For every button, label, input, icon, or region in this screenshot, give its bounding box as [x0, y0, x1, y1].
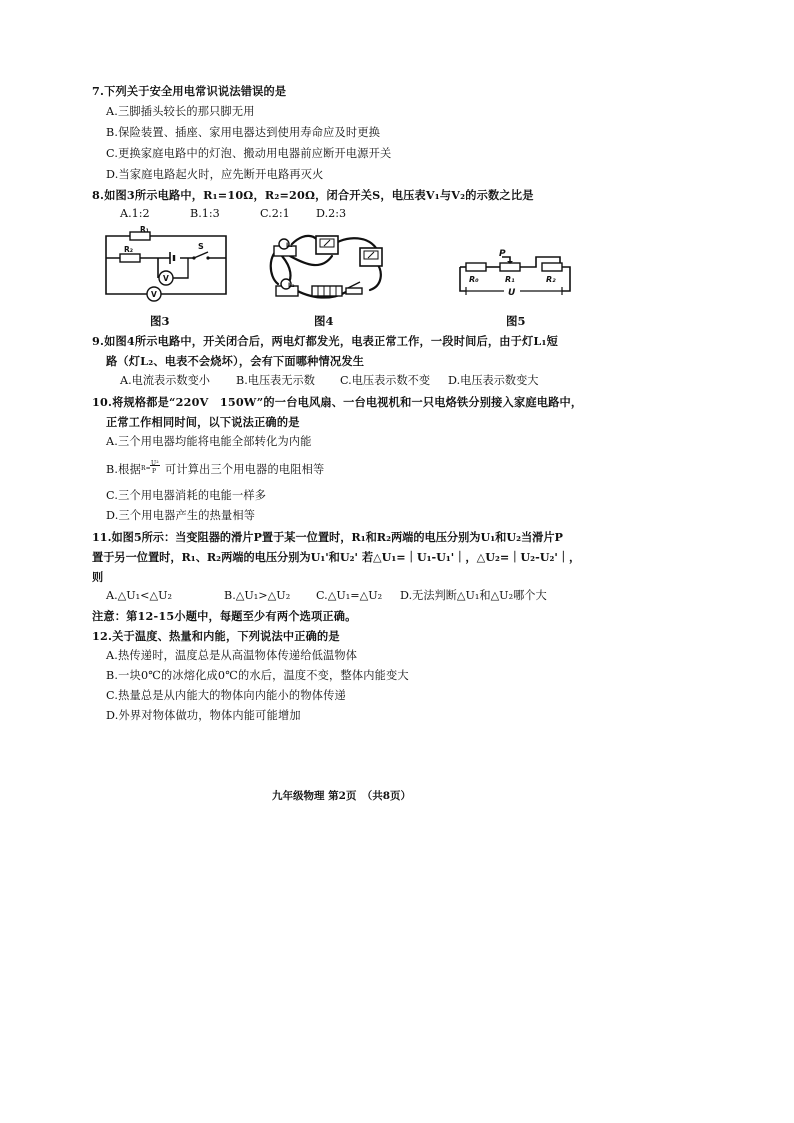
- fig3-label-v1: V: [151, 290, 157, 299]
- q7-option-d: D.当家庭电路起火时，应先断开电路再灭火: [106, 168, 324, 181]
- q10-option-b-suffix: 可计算出三个用电器的电阻相等: [164, 463, 325, 476]
- note-multi-answer: 注意：第12-15小题中，每题至少有两个选项正确。: [92, 609, 357, 623]
- lamp-l1-icon: [274, 239, 296, 256]
- figure-5-caption: 图5: [506, 314, 526, 328]
- resistor-r2: [542, 263, 562, 271]
- fig5-label-p: P: [499, 249, 506, 259]
- q10-stem-line2: 正常工作相同时间，以下说法正确的是: [106, 415, 300, 429]
- q9-options: [120, 373, 560, 389]
- figure-4-circuit: [262, 226, 392, 306]
- resistor-r2: [120, 254, 140, 262]
- q9-option-d: D.电压表示数变大: [448, 374, 539, 387]
- q10-option-b-prefix: B.根据: [106, 463, 141, 476]
- q10-option-d: D.三个用电器产生的热量相等: [106, 509, 256, 522]
- figure-3-circuit: [98, 222, 238, 304]
- q12-option-a: A.热传递时，温度总是从高温物体传递给低温物体: [106, 649, 358, 662]
- q11-stem-line1: 11.如图5所示：当变阻器的滑片P置于某一位置时，R₁和R₂两端的电压分别为U₁和U₂当滑片P: [92, 530, 563, 544]
- q10-option-b: [106, 462, 324, 478]
- fig4-label-l1: L₁: [286, 242, 293, 249]
- q10-stem-line1: 10.将规格都是“220V 150W”的一台电风扇、一台电视机和一只电烙铁分别接入家庭电路中，: [92, 395, 583, 409]
- figure-4-caption: 图4: [314, 314, 334, 328]
- q12-stem: 12.关于温度、热量和内能，下列说法中正确的是: [92, 629, 340, 643]
- q7-stem: 7.下列关于安全用电常识说法错误的是: [92, 84, 287, 98]
- q9-stem-line1: 9.如图4所示电路中，开关闭合后，两电灯都发光，电表正常工作，一段时间后，由于灯L₁短: [92, 334, 558, 348]
- formula-r-equals-u2-over-p: R= U² P: [140, 460, 159, 475]
- q11-options: [106, 588, 566, 604]
- resistor-r0: [466, 263, 486, 271]
- fig3-label-r1: R₁: [140, 225, 150, 234]
- fig3-label-r2: R₂: [124, 245, 134, 254]
- battery-pack-icon: [312, 286, 342, 296]
- battery-icon: [170, 252, 174, 264]
- q10-option-a: A.三个用电器均能将电能全部转化为内能: [106, 435, 312, 448]
- q11-option-c: C.△U₁=△U₂: [316, 589, 383, 602]
- q8-option-d: D.2:3: [316, 207, 347, 220]
- q11-option-a: A.△U₁<△U₂: [106, 589, 173, 602]
- q7-option-a: A.三脚插头较长的那只脚无用: [106, 105, 255, 118]
- q9-stem-line2: 路（灯L₂、电表不会烧坏），会有下面哪种情况发生: [106, 354, 365, 368]
- q11-option-d: D.无法判断△U₁和△U₂哪个大: [400, 589, 547, 602]
- fig5-label-r1: R₁: [505, 275, 515, 284]
- q12-option-c: C.热量总是从内能大的物体向内能小的物体传递: [106, 689, 346, 702]
- fig5-label-u: U: [508, 288, 516, 298]
- ammeter-icon: [316, 236, 338, 254]
- switch-icon: [192, 252, 209, 261]
- switch-icon: [346, 282, 362, 294]
- q12-option-b: B.一块0℃的冰熔化成0℃的水后，温度不变，整体内能变大: [106, 669, 409, 682]
- q9-option-c: C.电压表示数不变: [340, 374, 431, 387]
- q8-options: [120, 206, 420, 222]
- fig5-label-r2: R₂: [546, 275, 556, 284]
- figure-5-circuit: [452, 245, 577, 307]
- q7-option-b: B.保险装置、插座、家用电器达到使用寿命应及时更换: [106, 126, 381, 139]
- rheostat-r1: [500, 263, 520, 271]
- q8-stem: 8.如图3所示电路中，R₁=10Ω，R₂=20Ω，闭合开关S，电压表V₁与V₂的示数之比是: [92, 188, 534, 202]
- lamp-l2-icon: [276, 279, 298, 296]
- q12-option-d: D.外界对物体做功，物体内能可能增加: [106, 709, 301, 722]
- q9-option-b: B.电压表无示数: [236, 374, 315, 387]
- fig5-label-r0: R₀: [469, 275, 479, 284]
- q9-option-a: A.电流表示数变小: [120, 374, 210, 387]
- fig3-label-s: S: [198, 242, 204, 251]
- fig3-label-v2: V: [163, 274, 169, 283]
- q11-stem-line2: 置于另一位置时，R₁、R₂两端的电压分别为U₁'和U₂' 若△U₁=｜U₁-U₁'｜，△U₂=｜U₂-U₂'｜，: [92, 550, 581, 564]
- figure-3-caption: 图3: [150, 314, 170, 328]
- q10-option-c: C.三个用电器消耗的电能一样多: [106, 489, 267, 502]
- fig4-label-l2: L₂: [288, 282, 295, 289]
- q11-option-b: B.△U₁>△U₂: [224, 589, 291, 602]
- q8-option-a: A.1:2: [120, 207, 150, 220]
- voltmeter-icon: [360, 248, 382, 266]
- q8-option-b: B.1:3: [190, 207, 220, 220]
- q7-option-c: C.更换家庭电路中的灯泡、搬动用电器前应断开电源开关: [106, 147, 392, 160]
- page-footer: 九年级物理 第2页 （共8页）: [272, 790, 412, 802]
- q11-stem-line3: 则: [92, 570, 104, 584]
- q8-option-c: C.2:1: [260, 207, 290, 220]
